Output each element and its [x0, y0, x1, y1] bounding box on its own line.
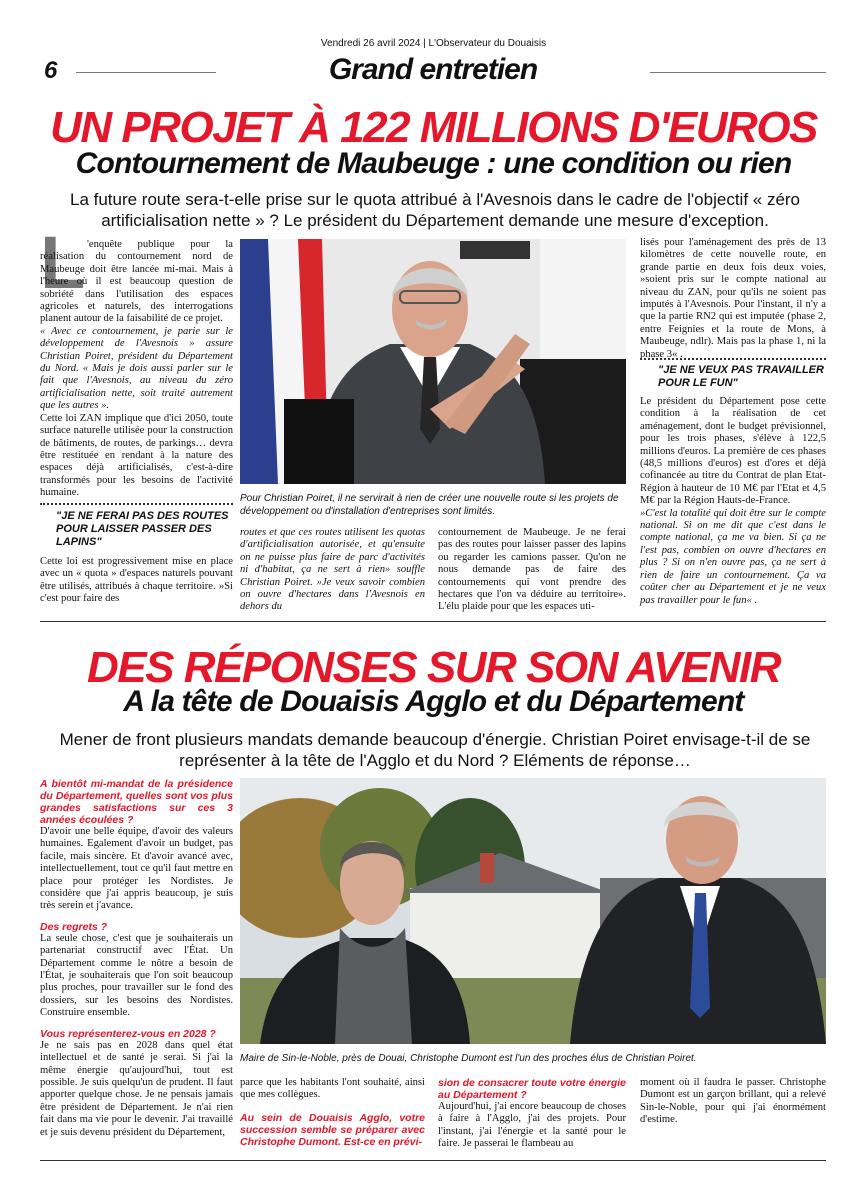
answer-4: Aujourd'hui, j'ai encore beaucoup de choses à faire à l'Agglo, j'ai des projets. Pour l'instant, j'ai l'énergie et la santé pour le faire. Je passerai le flambeau au: [438, 1101, 626, 1150]
article1-col4b-p2: »C'est la totalité qui doit être sur le compte national. Si on me dit que c'est dans le compte national, ça me va bien. Si ça ne l'est pas, combien on ouvre d'hectares en plus ? Si on n'en ouvre pas, ça ne sert à rien de faire un contournement. Ça va coûter cher au Département et je ne veux pas travailler pour le fun« .: [640, 507, 826, 606]
quote2-rule: [640, 358, 826, 360]
drop-cap: L: [40, 221, 86, 304]
section-divider: [40, 621, 826, 622]
article2-lead: Mener de front plusieurs mandats demande beaucoup d'énergie. Christian Poiret envisage-t-il de se représenter à la tête de l'Agglo et du Nord ? Eléments de réponse…: [59, 730, 811, 770]
article1-title: UN PROJET À 122 MILLIONS D'EUROS: [50, 103, 817, 152]
article1-col4b: [640, 396, 826, 607]
article2-col4: moment où il faudra le passer. Christophe Dumont est un garçon brillant, qui a relevé Sin-le-Noble, pour qui j'ai énormément d'estime.: [640, 1077, 826, 1126]
article2-title: DES RÉPONSES SUR SON AVENIR: [87, 643, 780, 692]
article1-col1-p2: « Avec ce contournement, je parie sur le développement de l'Avesnois » assure Christian Poiret, président du Département du Nord. « Mais je dois aussi parler sur le fait que l'Avesnois, au niveau du zéro artificialisation nette, soit traité autrement que les autres ».: [40, 325, 233, 412]
photo-dumont-poiret: [240, 778, 826, 1044]
answer-3: Je ne sais pas en 2028 dans quel état intellectuel et de santé je serai. Si j'ai la même énergie qu'aujourd'hui, tout est possible. Je suis quelqu'un de prudent. Il faut apporter quelque chose. Je ne pensais jamais être président de Département. Je n'ai rien fait dans ma vie pour le devenir. J'ai travaillé et je suis devenu président du Département,: [40, 1039, 233, 1138]
article1-col1-p1: 'enquête publique pour la réalisation du contournement nord de Maubeuge doit être lancée mi-mai. Mais à l'heure où il est beaucoup question de sobriété dans l'utilisation des espaces agricoles et naturels, des interrogations planent autour de la faisabilité de ce projet.: [40, 239, 233, 325]
photo-christian-poiret: [240, 239, 626, 484]
bottom-rule: [40, 1160, 826, 1161]
article2-col1: [40, 778, 233, 1139]
pull-quote-2: "JE NE VEUX PAS TRAVAILLER POUR LE FUN": [658, 364, 824, 389]
question-4-cont: sion de consacrer toute votre énergie au Département ?: [438, 1077, 626, 1101]
photo2-caption: Maire de Sin-le-Noble, près de Douai, Christophe Dumont est l'un des proches élus de Christian Poiret.: [240, 1053, 697, 1064]
article1-subtitle: Contournement de Maubeuge : une condition ou rien: [75, 147, 792, 180]
article1-col3: contournement de Maubeuge. Je ne ferai pas des routes pour laisser passer des lapins ou regarder les camions passer. Qu'on ne nous demande pas de faire des contournements qui vont prendre des hectares que l'on va déduire au territoire». L'élu plaide pour que les espaces uti-: [438, 527, 626, 613]
photo-2-illustration: [240, 778, 826, 1044]
pull-quote-1: "JE NE FERAI PAS DES ROUTES POUR LAISSER PASSER DES LAPINS": [56, 510, 229, 548]
header-rule-left: [76, 72, 216, 73]
article1-col4b-p1: Le président du Département pose cette condition à la réalisation de cet aménagement, dont le budget prévisionnel, pour les trois phases, s'élève à 122,5 millions d'euros. La première de ces phases (48,5 millions d'euros) est d'ores et déjà cofinancée au titre du Contrat de plan Etat-Région à hauteur de 10 M€ par l'Etat et 4,5 M€ par la Région Hauts-de-France.: [640, 396, 826, 507]
article1-col4-p1: lisés pour l'aménagement des près de 13 kilomètres de cette nouvelle route, en grande partie en deux fois deux voies, »soient pris sur le compte national au niveau du ZAN, pour qu'ils ne soient pas imputés à l'Avesnois. Pour l'instant, il n'y a que la partie RN2 qui est imputée (phase 2, entre Feignies et la route de Mons, à Maubeuge, ndlr). Mais pas la phase 1, ni la phase 3« .: [640, 237, 826, 360]
section-title: Grand entretien: [328, 53, 538, 86]
header-rule-right: [650, 72, 826, 73]
article1-col1: [40, 239, 233, 500]
quote1-rule: [40, 503, 233, 505]
question-2: Des regrets ?: [40, 920, 108, 933]
answer-2: La seule chose, c'est que je souhaiterais un partenariat constructif avec l'État. Un Département comme le nôtre a besoin de l'État, je souhaiterais que l'on soit beaucoup plus proches, pour travailler sur le fond des dossiers, sur les besoins des Nordistes. Construire ensemble.: [40, 932, 233, 1019]
question-4: Au sein de Douaisis Agglo, votre succession semble se préparer avec Christophe Dumont. Est-ce en prévi-: [240, 1111, 425, 1148]
article1-col1-p3: Cette loi ZAN implique que d'ici 2050, toute surface naturelle utilisée pour la construction de bâtiments, de routes, de parkings… devra être restituée en rendant à la nature des espaces déjà artificialisés, c'est-à-dire transformés pour les besoins de l'activité humaine.: [40, 412, 233, 499]
answer-1: D'avoir une belle équipe, d'avoir des valeurs humaines. Egalement d'avoir un budget, pas facile, mais sincère. Et d'avoir avancé avec, intellectuellement, tout ce qu'il faut mettre en place pour protéger les Nordistes. Je considère que j'ai appris beaucoup, je suis très serein et j'avance.: [40, 826, 233, 912]
article1-col4: [640, 237, 826, 361]
page-number: 6: [44, 57, 58, 84]
article2-col2: [240, 1077, 425, 1148]
article1-col2: routes et que ces routes utilisent les quotas d'artificialisation autorisée, et qu'ensuite on ne puisse plus faire de parc d'activités ni d'habitat, ça ne sert à rien» souffle Christian Poiret. »Je veux savoir combien on ouvre d'hectares dans l'Avesnois en dehors du: [240, 527, 425, 613]
article1-col1b: Cette loi est progressivement mise en place avec un « quota » d'espaces naturels pouvant être utilisés, attribués à chaque territoire. »Si c'est pour faire des: [40, 556, 233, 605]
article1-lead: La future route sera-t-elle prise sur le quota attribué à l'Avesnois dans le cadre de l'objectif « zéro artificialisation nette » ? Le président du Département demande une mesure d'exception.: [69, 190, 801, 230]
question-3: Vous représenterez-vous en 2028 ?: [40, 1027, 216, 1040]
article2-col3: [438, 1077, 626, 1151]
photo1-caption: Pour Christian Poiret, il ne servirait à rien de créer une nouvelle route si les projets de développement ou d'installation d'entreprises sont limités.: [240, 493, 619, 517]
article2-col2-text: parce que les habitants l'ont souhaité, ainsi que mes collègues.: [240, 1077, 425, 1101]
date-line: Vendredi 26 avril 2024 | L'Observateur du Douaisis: [320, 38, 547, 49]
question-1: A bientôt mi-mandat de la présidence du Département, quelles sont vos plus grandes satisfactions sur ces 3 années écoulées ?: [40, 778, 233, 826]
photo-1-illustration: [240, 239, 626, 484]
article2-subtitle: A la tête de Douaisis Agglo et du Département: [123, 685, 744, 718]
